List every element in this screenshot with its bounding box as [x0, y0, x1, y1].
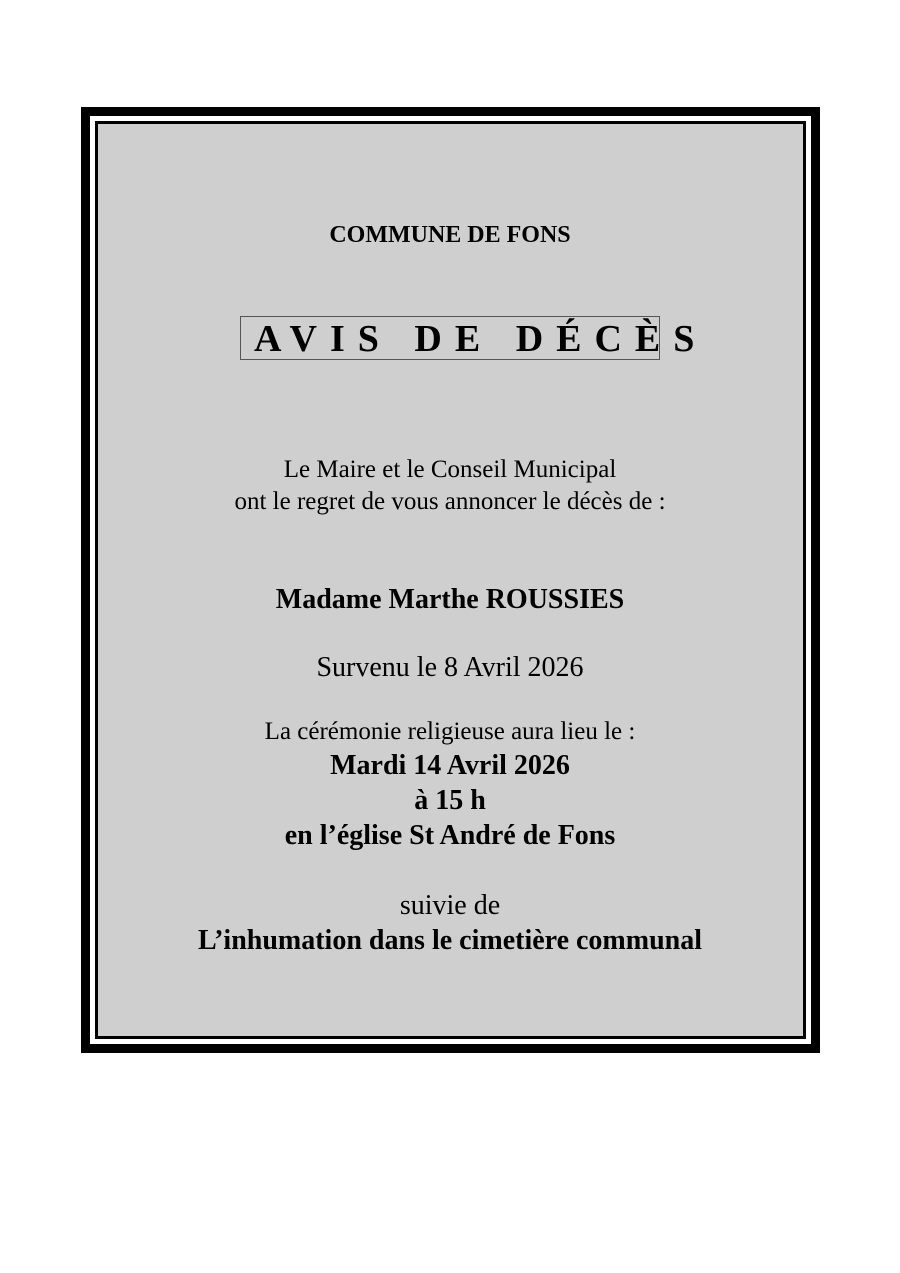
commune-heading: COMMUNE DE FONS	[329, 222, 571, 248]
deceased-name: Madame Marthe ROUSSIES	[275, 584, 625, 615]
intro-line-1: Le Maire et le Conseil Municipal	[283, 456, 617, 483]
notice-title: AVIS DE DÉCÈS	[240, 316, 660, 360]
burial-info: L’inhumation dans le cimetière communal	[197, 925, 702, 956]
ceremony-time: à 15 h	[414, 785, 486, 816]
ceremony-intro: La cérémonie religieuse aura lieu le :	[264, 718, 636, 745]
intro-line-2: ont le regret de vous annoncer le décès de :	[234, 488, 666, 515]
ceremony-date: Mardi 14 Avril 2026	[330, 750, 570, 781]
followed-by: suivie de	[399, 890, 501, 921]
death-date: Survenu le 8 Avril 2026	[316, 652, 584, 683]
ceremony-place: en l’église St André de Fons	[284, 820, 616, 851]
